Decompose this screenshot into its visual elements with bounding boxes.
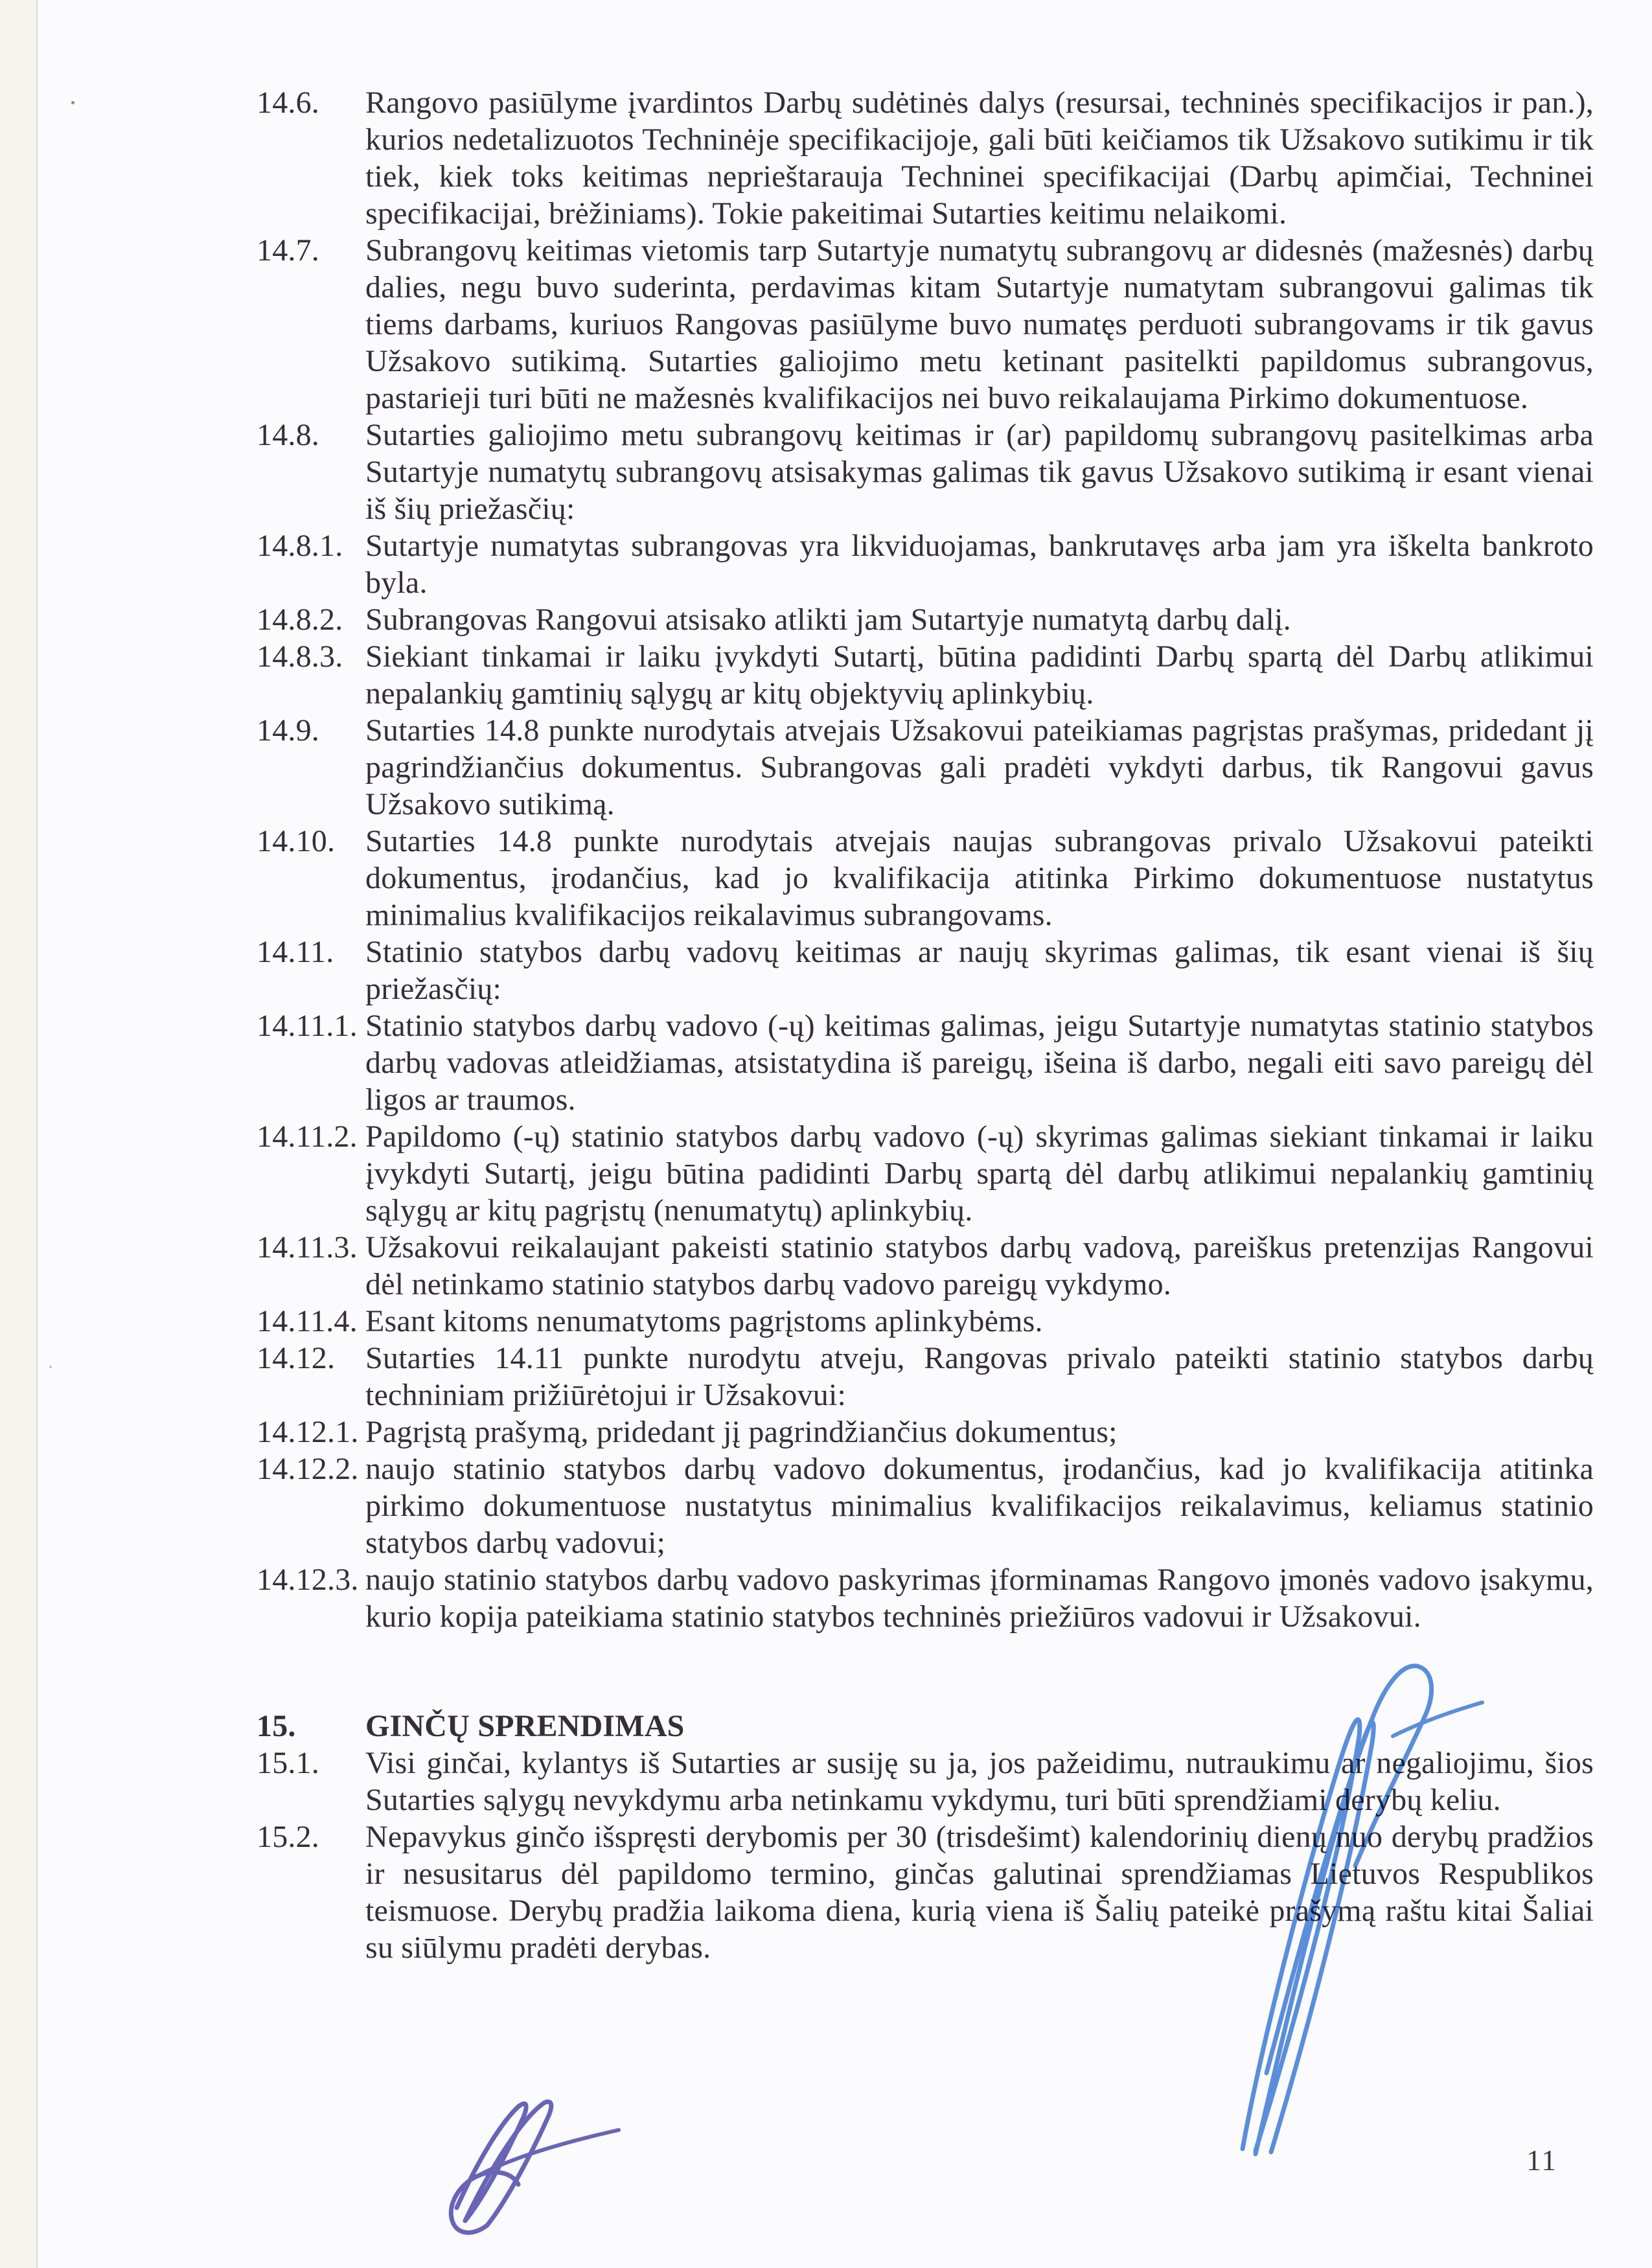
clause-number: 14.11. [257, 935, 334, 969]
clause-14-8-3 [257, 638, 1594, 712]
clause-text: Sutartyje numatytas subrangovas yra likviduojamas, bankrutavęs arba jam yra iškelta bankroto byla. [365, 529, 1594, 600]
clause-text: Papildomo (-ų) statinio statybos darbų vadovo (-ų) skyrimas galimas siekiant tinkamai ir laiku įvykdyti Sutartį, jeigu būtina padidinti Darbų spartą dėl darbų atlikimui nepalankių gamtinių sąlygų ar kitų pagrįstų (nenumatytų) aplinkybių. [365, 1119, 1594, 1228]
clause-text: Visi ginčai, kylantys iš Sutarties ar susiję su ja, jos pažeidimu, nutraukimu ar negaliojimu, šios Sutarties sąlygų nevykdymu arba netinkamu vykdymu, turi būti sprendžiami derybų keliu. [365, 1746, 1594, 1817]
clause-number: 14.8.3. [257, 639, 343, 674]
clause-14-12-1 [257, 1414, 1594, 1450]
clause-14-7 [257, 232, 1594, 417]
clause-number: 14.10. [257, 824, 336, 858]
clause-text: naujo statinio statybos darbų vadovo paskyrimas įforminamas Rangovo įmonės vadovo įsakymu, kurio kopija pateikiama statinio statybos techninės priežiūros vadovui ir Užsakovui. [365, 1563, 1594, 1634]
clause-number: 14.11.3. [257, 1230, 358, 1265]
clause-14-8-1 [257, 527, 1594, 601]
clause-14-11-1 [257, 1007, 1594, 1118]
signature-small [415, 2083, 661, 2251]
clause-text: Sutarties 14.8 punkte nurodytais atvejais naujas subrangovas privalo Užsakovui pateikti dokumentus, įrodančius, kad jo kvalifikacija atitinka Pirkimo dokumentuose nustatytus minimalius kvalifikacijos reikalavimus subrangovams. [365, 824, 1594, 932]
clause-text: Subrangovas Rangovui atsisako atlikti jam Sutartyje numatytą darbų dalį. [365, 602, 1291, 637]
clause-14-12-3 [257, 1561, 1594, 1635]
clause-number: 14.8. [257, 418, 319, 452]
clause-number: 15.2. [257, 1820, 319, 1854]
clause-text: Siekiant tinkamai ir laiku įvykdyti Sutartį, būtina padidinti Darbų spartą dėl Darbų atlikimui nepalankių gamtinių sąlygų ar kitų objektyvių aplinkybių. [365, 639, 1594, 711]
clause-number: 14.9. [257, 713, 319, 748]
clause-text: Nepavykus ginčo išspręsti derybomis per 30 (trisdešimt) kalendorinių dienų nuo derybų pradžios ir nesusitarus dėl papildomo termino, ginčas galutinai sprendžiamas Lietuvos Respublikos teismuose. Derybų pradžia laikoma diena, kurią viena iš Šalių pateikė prašymą raštu kitai Šaliai su siūlymu pradėti derybas. [365, 1820, 1594, 1965]
clause-number: 14.11.4. [257, 1304, 358, 1338]
clause-number: 14.12.1. [257, 1415, 359, 1449]
clause-number: 14.12. [257, 1341, 336, 1375]
clause-text: Užsakovui reikalaujant pakeisti statinio statybos darbų vadovą, pareiškus pretenzijas Rangovui dėl netinkamo statinio statybos darbų vadovo pareigų vykdymo. [365, 1230, 1594, 1301]
clause-text: Sutarties 14.11 punkte nurodytu atveju, Rangovas privalo pateikti statinio statybos darbų techniniam prižiūrėtojui ir Užsakovui: [365, 1341, 1594, 1412]
scan-artifact-dot [49, 1366, 52, 1368]
clause-number: 14.8.2. [257, 602, 343, 637]
clause-number: 15.1. [257, 1746, 319, 1780]
clause-14-11-2 [257, 1118, 1594, 1229]
clause-14-9 [257, 712, 1594, 823]
section-title: GINČŲ SPRENDIMAS [365, 1709, 685, 1743]
page-number: 11 [1526, 2144, 1558, 2177]
clause-14-12 [257, 1340, 1594, 1414]
clause-text: Sutarties 14.8 punkte nurodytais atvejais Užsakovui pateikiamas pagrįstas prašymas, pridedant jį pagrindžiančius dokumentus. Subrangovas gali pradėti vykdyti darbus, tik Rangovui gavus Užsakovo sutikimą. [365, 713, 1594, 821]
clause-14-8-2 [257, 601, 1594, 638]
clause-text: Statinio statybos darbų vadovo (-ų) keitimas galimas, jeigu Sutartyje numatytas statinio statybos darbų vadovas atleidžiamas, atsistatydina iš pareigų, išeina iš darbo, negali eiti savo pareigų dėl ligos ar traumos. [365, 1009, 1594, 1117]
signature-large [1205, 1649, 1509, 2173]
scan-artifact-dot [71, 101, 75, 104]
clause-14-11-3 [257, 1229, 1594, 1303]
clause-number: 14.8.1. [257, 529, 343, 563]
clause-14-12-2 [257, 1450, 1594, 1561]
clause-number: 14.7. [257, 233, 319, 268]
clause-number: 14.11.2. [257, 1119, 358, 1154]
clause-text: Esant kitoms nenumatytoms pagrįstoms aplinkybėms. [365, 1304, 1043, 1338]
section-number: 15. [257, 1709, 296, 1743]
clause-14-8 [257, 417, 1594, 527]
clause-14-6 [257, 84, 1594, 232]
clause-number: 14.11.1. [257, 1009, 358, 1043]
clause-text: Rangovo pasiūlyme įvardintos Darbų sudėtinės dalys (resursai, techninės specifikacijos ir pan.), kurios nedetalizuotos Techninėje specifikacijoje, gali būti keičiamos tik Užsakovo sutikimu ir tik tiek, kiek toks keitimas neprieštarauja Techninei specifikacijai (Darbų apimčiai, Techninei specifikacijai, brėžiniams). Tokie pakeitimai Sutarties keitimu nelaikomi. [365, 86, 1594, 231]
clause-text: naujo statinio statybos darbų vadovo dokumentus, įrodančius, kad jo kvalifikacija atitinka pirkimo dokumentuose nustatytus minimalius kvalifikacijos reikalavimus, keliamus statinio statybos darbų vadovui; [365, 1452, 1594, 1560]
clause-number: 14.12.2. [257, 1452, 359, 1486]
clause-14-11-4 [257, 1303, 1594, 1340]
clause-text: Sutarties galiojimo metu subrangovų keitimas ir (ar) papildomų subrangovų pasitelkimas arba Sutartyje numatytų subrangovų atsisakymas galimas tik gavus Užsakovo sutikimą ir esant vienai iš šių priežasčių: [365, 418, 1594, 526]
clause-14-11 [257, 934, 1594, 1007]
clause-14-10 [257, 823, 1594, 934]
clause-text: Statinio statybos darbų vadovų keitimas ar naujų skyrimas galimas, tik esant vienai iš šių priežasčių: [365, 935, 1594, 1006]
clause-text: Subrangovų keitimas vietomis tarp Sutartyje numatytų subrangovų ar didesnės (mažesnės) darbų dalies, negu buvo suderinta, perdavimas kitam Sutartyje numatytam subrangovui galimas tik tiems darbams, kuriuos Rangovas pasiūlyme buvo numatęs perduoti subrangovams ir tik gavus Užsakovo sutikimą. Sutarties galiojimo metu ketinant pasitelkti papildomus subrangovus, pastarieji turi būti ne mažesnės kvalifikacijos nei buvo reikalaujama Pirkimo dokumentuose. [365, 233, 1594, 415]
paper-edge [0, 0, 38, 2268]
clause-text: Pagrįstą prašymą, pridedant jį pagrindžiančius dokumentus; [365, 1415, 1118, 1449]
clause-number: 14.6. [257, 86, 319, 120]
clause-number: 14.12.3. [257, 1563, 359, 1597]
